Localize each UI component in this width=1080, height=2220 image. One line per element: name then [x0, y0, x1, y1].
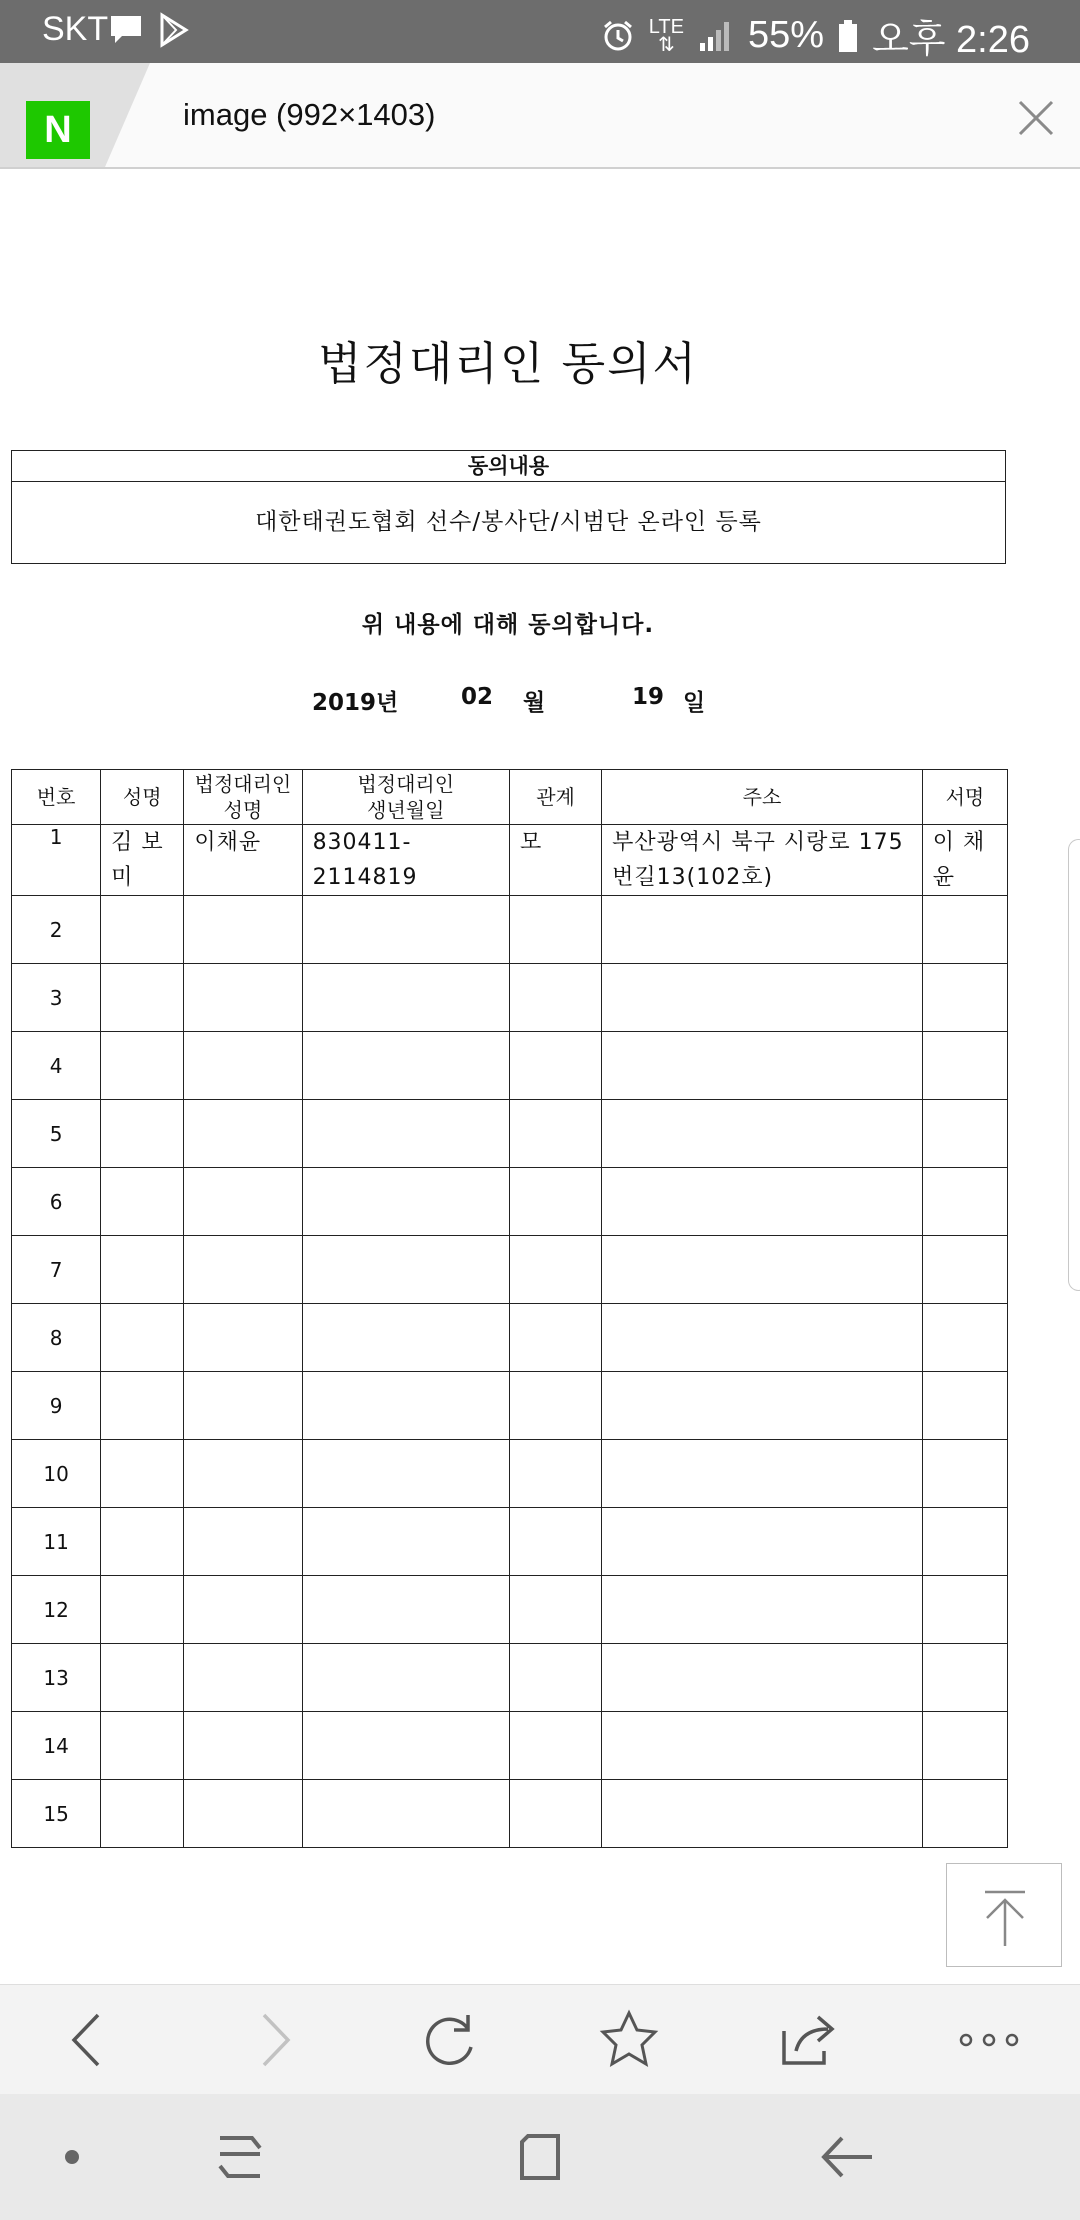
col-signature-cell: [922, 1032, 1007, 1100]
col-name-cell: [101, 964, 184, 1032]
col-address-cell: [602, 1236, 923, 1304]
col-guardian-name-cell: [184, 1032, 302, 1100]
col-guardian-name-cell: [184, 1236, 302, 1304]
col-number-cell: 11: [12, 1508, 101, 1576]
date-month-label: 월: [523, 690, 546, 716]
col-guardian-birthdate-cell: [302, 1440, 509, 1508]
table-row: [12, 1644, 1008, 1712]
col-guardian-name-cell: 이채윤: [184, 825, 302, 896]
table-row: [12, 1168, 1008, 1236]
table-row: [12, 1508, 1008, 1576]
play-store-icon: [158, 12, 190, 48]
col-name-cell: [101, 1304, 184, 1372]
col-relation-cell: [509, 1440, 601, 1508]
alarm-icon: [601, 19, 635, 53]
col-signature-cell: [922, 1372, 1007, 1440]
col-signature-cell: [922, 1100, 1007, 1168]
col-guardian-birthdate-cell: [302, 1576, 509, 1644]
col-address-header: 주소: [602, 770, 923, 825]
col-signature-cell: [922, 1236, 1007, 1304]
col-signature-cell: [922, 1644, 1007, 1712]
table-row: [12, 1712, 1008, 1780]
col-name-cell: [101, 1032, 184, 1100]
share-icon[interactable]: [776, 2007, 842, 2073]
col-guardian-birthdate-cell: [302, 1508, 509, 1576]
col-guardian-birthdate-cell: [302, 1644, 509, 1712]
consent-box: [11, 450, 1006, 564]
col-guardian-name-cell: [184, 896, 302, 964]
col-number-cell: 14: [12, 1712, 101, 1780]
col-address-cell: 부산광역시 북구 시랑로 175번길13(102호): [602, 825, 923, 896]
table-body: [12, 825, 1008, 1848]
col-name-cell: [101, 896, 184, 964]
col-relation-cell: [509, 1644, 601, 1712]
col-guardian-birthdate-cell: [302, 1168, 509, 1236]
col-guardian-name-cell: [184, 1372, 302, 1440]
col-number-cell: 9: [12, 1372, 101, 1440]
table-row: [12, 964, 1008, 1032]
col-guardian-name-cell: [184, 1508, 302, 1576]
tab-title: image (992×1403): [183, 97, 436, 132]
col-name-cell: [101, 1168, 184, 1236]
status-right: [601, 8, 1030, 63]
col-guardian-name-cell: [184, 1100, 302, 1168]
col-address-cell: [602, 1168, 923, 1236]
col-signature-cell: [922, 1576, 1007, 1644]
battery-icon: [838, 19, 858, 53]
col-signature-cell: [922, 896, 1007, 964]
back-icon[interactable]: [56, 2007, 122, 2073]
date-year: 2019년: [312, 690, 399, 716]
scroll-to-top-button[interactable]: [946, 1863, 1062, 1967]
col-number-cell: 2: [12, 896, 101, 964]
arrow-up-icon: [947, 1864, 1063, 1968]
col-number-cell: 10: [12, 1440, 101, 1508]
col-signature-cell: [922, 1780, 1007, 1848]
col-relation-cell: [509, 1780, 601, 1848]
col-guardian-name-cell: [184, 1780, 302, 1848]
col-signature-cell: [922, 1168, 1007, 1236]
col-name-cell: [101, 1372, 184, 1440]
browser-toolbar: [0, 1984, 1080, 2095]
document-image: [0, 169, 1080, 1984]
col-name-cell: [101, 1576, 184, 1644]
col-relation-cell: [509, 964, 601, 1032]
col-relation-cell: [509, 1032, 601, 1100]
document-title: 법정대리인 동의서: [317, 337, 699, 390]
col-address-cell: [602, 1712, 923, 1780]
col-guardian-name-cell: [184, 1644, 302, 1712]
col-guardian-name-cell: [184, 964, 302, 1032]
col-name-cell: [101, 1100, 184, 1168]
status-bar: [0, 0, 1080, 63]
col-number-cell: 4: [12, 1032, 101, 1100]
signal-icon: [698, 19, 734, 53]
col-name-cell: [101, 1508, 184, 1576]
col-guardian-birthdate-header: 법정대리인 생년월일: [302, 770, 509, 825]
more-icon[interactable]: [956, 2007, 1022, 2073]
message-icon: [108, 12, 144, 48]
table-row: [12, 1440, 1008, 1508]
col-guardian-name-cell: [184, 1576, 302, 1644]
col-guardian-birthdate-cell: [302, 1032, 509, 1100]
col-address-cell: [602, 1032, 923, 1100]
col-number-cell: 1: [12, 825, 101, 896]
col-address-cell: [602, 964, 923, 1032]
consent-body: 대한태권도협회 선수/봉사단/시범단 온라인 등록: [255, 509, 762, 535]
col-relation-cell: [509, 1100, 601, 1168]
col-signature-cell: [922, 1304, 1007, 1372]
col-guardian-birthdate-cell: [302, 1304, 509, 1372]
col-guardian-birthdate-cell: [302, 1236, 509, 1304]
col-address-cell: [602, 1372, 923, 1440]
col-guardian-birthdate-cell: [302, 1780, 509, 1848]
close-tab-icon[interactable]: [1014, 96, 1058, 140]
col-guardian-name-cell: [184, 1304, 302, 1372]
table-row: [12, 1780, 1008, 1848]
col-address-cell: [602, 1508, 923, 1576]
clock: 오후 2:26: [872, 19, 1030, 61]
recent-apps-icon[interactable]: [208, 2122, 278, 2192]
col-signature-header: 서명: [922, 770, 1007, 825]
col-number-cell: 12: [12, 1576, 101, 1644]
col-name-cell: 김 보 미: [101, 825, 184, 896]
col-relation-cell: [509, 1712, 601, 1780]
col-address-cell: [602, 1780, 923, 1848]
col-number-cell: 6: [12, 1168, 101, 1236]
col-number-header: 번호: [12, 770, 101, 825]
col-name-cell: [101, 1780, 184, 1848]
table-row: [12, 1304, 1008, 1372]
col-relation-cell: [509, 1576, 601, 1644]
network-type: LTE ⇅: [648, 15, 684, 56]
col-guardian-birthdate-cell: [302, 1712, 509, 1780]
col-name-cell: [101, 1440, 184, 1508]
table-row: [12, 1236, 1008, 1304]
col-relation-cell: [509, 1304, 601, 1372]
roster-table: [11, 769, 1008, 1848]
col-address-cell: [602, 896, 923, 964]
col-relation-header: 관계: [509, 770, 601, 825]
col-relation-cell: [509, 1236, 601, 1304]
col-signature-cell: 이 채 윤: [922, 825, 1007, 896]
col-guardian-birthdate-cell: [302, 1100, 509, 1168]
system-nav-bar: [0, 2094, 1080, 2220]
col-address-cell: [602, 1576, 923, 1644]
refresh-icon[interactable]: [416, 2007, 482, 2073]
col-guardian-birthdate-cell: 830411-2114819: [302, 825, 509, 896]
col-relation-cell: [509, 1508, 601, 1576]
agree-statement: 위 내용에 대해 동의합니다.: [361, 612, 655, 638]
carrier-label: SKT: [42, 10, 109, 48]
tab-bar: [0, 63, 1080, 169]
bookmark-star-icon[interactable]: [596, 2007, 662, 2073]
menu-dot-icon[interactable]: [37, 2122, 107, 2192]
forward-icon[interactable]: [240, 2007, 306, 2073]
col-guardian-name-cell: [184, 1712, 302, 1780]
date-month-value: 02: [461, 684, 494, 710]
col-address-cell: [602, 1100, 923, 1168]
table-row: [12, 825, 1008, 896]
col-name-cell: [101, 1236, 184, 1304]
col-guardian-name-cell: [184, 1440, 302, 1508]
col-signature-cell: [922, 1440, 1007, 1508]
col-name-cell: [101, 1644, 184, 1712]
col-address-cell: [602, 1440, 923, 1508]
col-signature-cell: [922, 1712, 1007, 1780]
date-day-value: 19: [632, 684, 665, 710]
col-relation-cell: [509, 1372, 601, 1440]
col-guardian-birthdate-cell: [302, 964, 509, 1032]
system-back-icon[interactable]: [812, 2122, 882, 2192]
col-number-cell: 15: [12, 1780, 101, 1848]
scroll-indicator[interactable]: [1068, 839, 1080, 1291]
col-signature-cell: [922, 1508, 1007, 1576]
col-name-cell: [101, 1712, 184, 1780]
battery-percent: 55%: [748, 14, 825, 56]
col-number-cell: 5: [12, 1100, 101, 1168]
col-address-cell: [602, 1644, 923, 1712]
table-row: [12, 1100, 1008, 1168]
date-day-label: 일: [683, 690, 706, 716]
col-number-cell: 3: [12, 964, 101, 1032]
col-guardian-name-header: 법정대리인 성명: [184, 770, 302, 825]
table-row: [12, 1372, 1008, 1440]
col-guardian-birthdate-cell: [302, 896, 509, 964]
col-guardian-birthdate-cell: [302, 1372, 509, 1440]
table-row: [12, 1032, 1008, 1100]
table-header-row: [12, 770, 1008, 825]
table-row: [12, 1576, 1008, 1644]
col-number-cell: 13: [12, 1644, 101, 1712]
home-icon[interactable]: [508, 2122, 578, 2192]
col-number-cell: 7: [12, 1236, 101, 1304]
col-signature-cell: [922, 964, 1007, 1032]
consent-header: 동의내용: [12, 451, 1005, 482]
col-relation-cell: 모: [509, 825, 601, 896]
table-row: [12, 896, 1008, 964]
col-relation-cell: [509, 1168, 601, 1236]
col-address-cell: [602, 1304, 923, 1372]
col-relation-cell: [509, 896, 601, 964]
col-number-cell: 8: [12, 1304, 101, 1372]
col-guardian-name-cell: [184, 1168, 302, 1236]
col-name-header: 성명: [101, 770, 184, 825]
naver-logo[interactable]: N: [26, 101, 90, 159]
